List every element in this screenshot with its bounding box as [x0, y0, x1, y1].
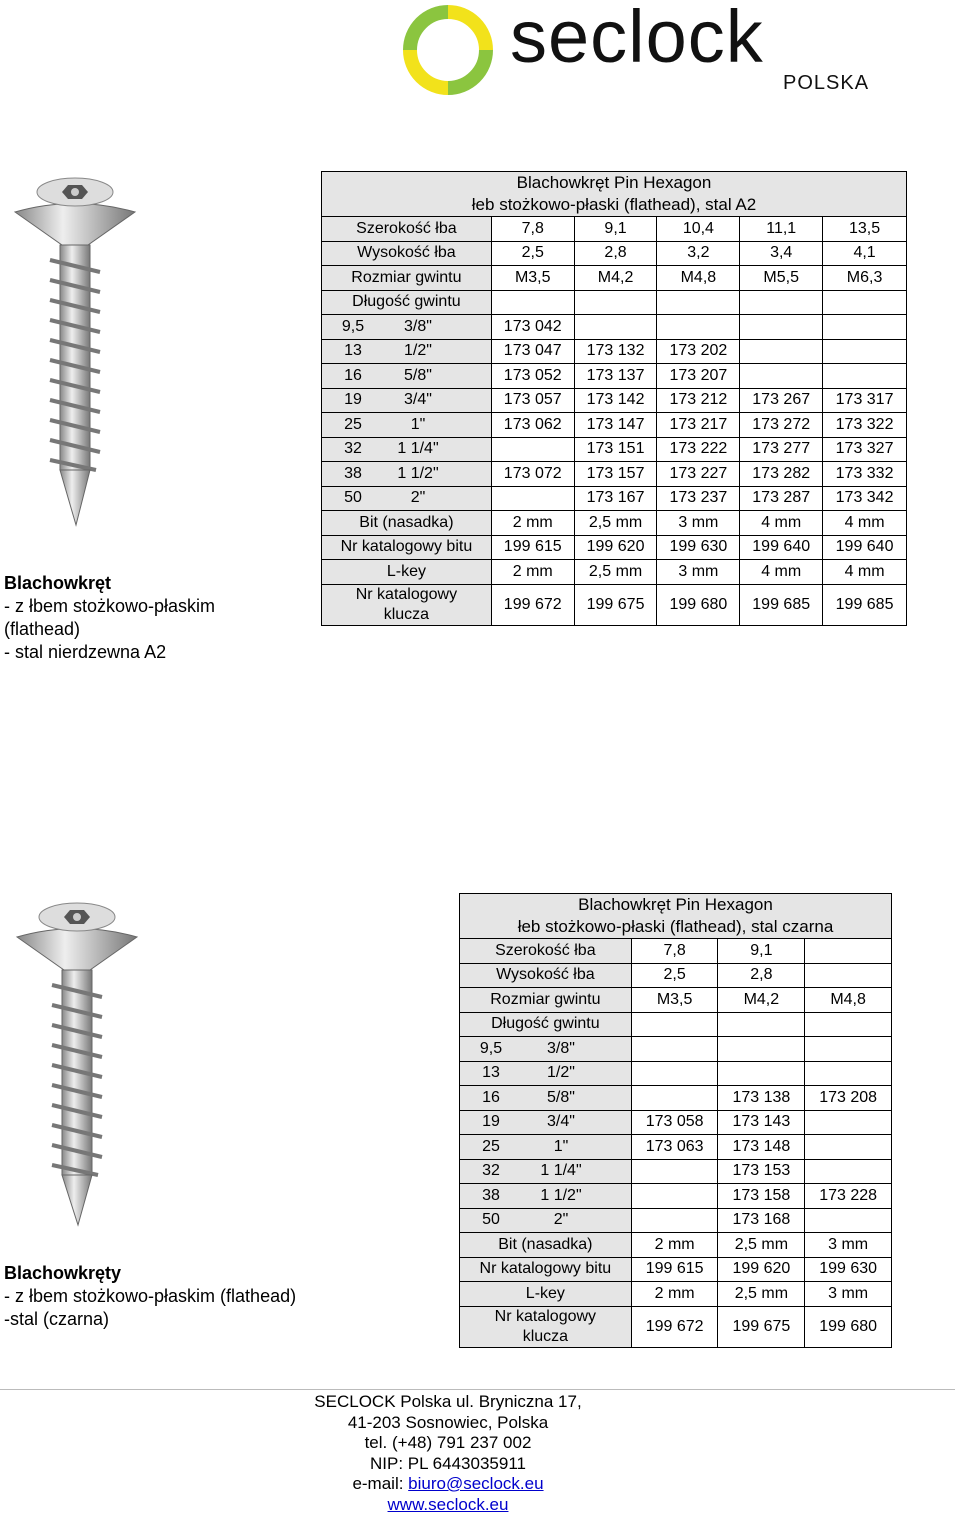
table-cell: 173 072 — [491, 462, 574, 487]
length-mm: 16 — [460, 1089, 522, 1107]
table-cell — [631, 1037, 718, 1062]
footer-city: 41-203 Sosnowiec, Polska — [300, 1413, 596, 1434]
table-cell: 173 317 — [823, 388, 907, 413]
row-label: L-key — [460, 1282, 632, 1307]
row-label: Rozmiar gwintu — [322, 266, 492, 291]
table-cell: 173 138 — [718, 1086, 805, 1111]
table-cell: 199 615 — [491, 535, 574, 560]
table-cell — [718, 1061, 805, 1086]
row-label: Długość gwintu — [460, 1012, 632, 1037]
table-cell — [574, 290, 657, 315]
table-row — [322, 364, 907, 389]
row-label: Nr katalogowy klucza — [322, 584, 492, 625]
table-cell: 3 mm — [657, 560, 740, 585]
footer-divider — [0, 1389, 955, 1390]
table-row — [322, 560, 907, 585]
length-label — [460, 1061, 632, 1086]
table-row — [460, 1257, 892, 1282]
table-cell — [805, 1037, 892, 1062]
table-cell: 199 685 — [740, 584, 823, 625]
length-mm: 32 — [322, 440, 384, 458]
table-row — [460, 963, 892, 988]
table-cell: M4,8 — [657, 266, 740, 291]
logo-mark-icon — [398, 0, 498, 100]
length-inch: 1 1/4" — [384, 440, 452, 458]
footer-email-row — [300, 1474, 596, 1495]
table-cell — [823, 364, 907, 389]
table-cell: 173 277 — [740, 437, 823, 462]
length-mm: 50 — [322, 489, 384, 507]
table-cell: 173 228 — [805, 1184, 892, 1209]
table-cell — [574, 315, 657, 340]
table-cell: 199 672 — [491, 584, 574, 625]
table-cell: 4 mm — [740, 511, 823, 536]
section2-side-title: Blachowkręty — [4, 1262, 296, 1285]
table-cell: 173 272 — [740, 413, 823, 438]
table-cell: 173 062 — [491, 413, 574, 438]
table-cell: 199 640 — [823, 535, 907, 560]
table-cell: 173 143 — [718, 1110, 805, 1135]
table-cell: 4 mm — [823, 560, 907, 585]
length-mm: 19 — [322, 391, 384, 409]
table-row — [322, 217, 907, 242]
table-row — [322, 241, 907, 266]
seclock-logo — [398, 0, 868, 100]
table-cell: 9,1 — [574, 217, 657, 242]
row-label: Długość gwintu — [322, 290, 492, 315]
table-cell — [823, 315, 907, 340]
length-label — [322, 315, 492, 340]
length-inch: 2" — [522, 1211, 600, 1229]
table-row — [460, 1282, 892, 1307]
table-cell: 3 mm — [657, 511, 740, 536]
table-cell: 199 620 — [574, 535, 657, 560]
table-cell — [740, 364, 823, 389]
table-cell — [805, 1061, 892, 1086]
table-cell — [805, 1012, 892, 1037]
table-cell: 173 157 — [574, 462, 657, 487]
table-cell — [805, 1110, 892, 1135]
table-row — [322, 584, 907, 625]
length-label — [322, 339, 492, 364]
table-row — [460, 1037, 892, 1062]
table-cell: 199 675 — [574, 584, 657, 625]
table-row — [460, 1135, 892, 1160]
table-cell: 173 287 — [740, 486, 823, 511]
table-cell: 9,1 — [718, 939, 805, 964]
table-row — [322, 413, 907, 438]
row-label: Nr katalogowy bitu — [322, 535, 492, 560]
table-cell: 199 672 — [631, 1306, 718, 1347]
table-cell: 173 332 — [823, 462, 907, 487]
table-cell: 4,1 — [823, 241, 907, 266]
table-cell: 2 mm — [491, 511, 574, 536]
length-inch: 1 1/4" — [522, 1162, 600, 1180]
table-cell: 173 202 — [657, 339, 740, 364]
table-cell — [491, 290, 574, 315]
table-cell: 199 680 — [657, 584, 740, 625]
table-cell — [805, 1208, 892, 1233]
table-row — [322, 437, 907, 462]
table-cell — [631, 1159, 718, 1184]
section1-side-text — [4, 572, 215, 664]
length-label — [460, 1086, 632, 1111]
table-cell: 199 675 — [718, 1306, 805, 1347]
table-cell — [718, 1037, 805, 1062]
length-inch: 1/2" — [384, 342, 452, 360]
length-mm: 9,5 — [460, 1040, 522, 1058]
table-cell: 7,8 — [491, 217, 574, 242]
footer-email-label: e-mail: — [352, 1474, 408, 1493]
table-title-line1: Blachowkręt Pin Hexagon — [460, 894, 891, 916]
table-cell — [657, 290, 740, 315]
length-inch: 5/8" — [384, 367, 452, 385]
table-cell — [823, 290, 907, 315]
footer-address: SECLOCK Polska ul. Bryniczna 17, — [300, 1392, 596, 1413]
table-cell: 173 137 — [574, 364, 657, 389]
spec-table-black — [459, 893, 892, 1348]
table-cell: 3,4 — [740, 241, 823, 266]
table-cell: 173 151 — [574, 437, 657, 462]
table-cell: M4,2 — [718, 988, 805, 1013]
table-cell — [805, 1159, 892, 1184]
length-label — [322, 413, 492, 438]
table-title — [460, 894, 892, 939]
table-cell: 173 212 — [657, 388, 740, 413]
table-cell: 10,4 — [657, 217, 740, 242]
table-row — [322, 388, 907, 413]
table-row — [460, 988, 892, 1013]
table-cell: 2 mm — [491, 560, 574, 585]
screw-a2-icon — [10, 170, 140, 540]
table-row — [322, 535, 907, 560]
footer-email-link[interactable]: biuro@seclock.eu — [408, 1474, 543, 1493]
table-row — [460, 1012, 892, 1037]
length-inch: 3/4" — [522, 1113, 600, 1131]
row-label: L-key — [322, 560, 492, 585]
table-row — [460, 1233, 892, 1258]
table-cell — [631, 1208, 718, 1233]
table-cell: 173 208 — [805, 1086, 892, 1111]
row-label: Bit (nasadka) — [322, 511, 492, 536]
footer-phone: tel. (+48) 791 237 002 — [300, 1433, 596, 1454]
table-cell: 2,5 — [491, 241, 574, 266]
table-cell: 173 132 — [574, 339, 657, 364]
table-cell: 199 615 — [631, 1257, 718, 1282]
footer — [300, 1392, 596, 1515]
section2-side-line: - z łbem stożkowo-płaskim (flathead) — [4, 1285, 296, 1308]
table-title-line2: łeb stożkowo-płaski (flathead), stal A2 — [322, 194, 906, 216]
table-cell: 173 153 — [718, 1159, 805, 1184]
table-cell: M4,2 — [574, 266, 657, 291]
table-row — [322, 315, 907, 340]
length-mm: 13 — [460, 1064, 522, 1082]
table-cell: 11,1 — [740, 217, 823, 242]
table-cell: 199 620 — [718, 1257, 805, 1282]
length-label — [460, 1110, 632, 1135]
table-cell: 13,5 — [823, 217, 907, 242]
length-inch: 3/8" — [522, 1040, 600, 1058]
table-cell: 173 222 — [657, 437, 740, 462]
table-cell: 2,8 — [718, 963, 805, 988]
screw-black-icon — [12, 895, 142, 1235]
table-row — [322, 339, 907, 364]
row-label: Szerokość łba — [322, 217, 492, 242]
table-cell: M4,8 — [805, 988, 892, 1013]
length-label — [322, 388, 492, 413]
table-cell: 2,5 — [631, 963, 718, 988]
table-cell: 173 057 — [491, 388, 574, 413]
table-cell: 3 mm — [805, 1233, 892, 1258]
row-label: Nr katalogowy bitu — [460, 1257, 632, 1282]
length-label — [460, 1184, 632, 1209]
section1-side-line: (flathead) — [4, 618, 215, 641]
table-cell: 173 063 — [631, 1135, 718, 1160]
footer-nip: NIP: PL 6443035911 — [300, 1454, 596, 1475]
table-cell — [740, 339, 823, 364]
table-cell: 173 322 — [823, 413, 907, 438]
table-cell — [657, 315, 740, 340]
table-cell: 2,5 mm — [718, 1282, 805, 1307]
table-cell — [491, 437, 574, 462]
table-cell: 173 342 — [823, 486, 907, 511]
length-label — [460, 1135, 632, 1160]
table-cell: 173 207 — [657, 364, 740, 389]
table-cell: 173 327 — [823, 437, 907, 462]
length-mm: 13 — [322, 342, 384, 360]
table-cell: M3,5 — [491, 266, 574, 291]
table-cell: 173 052 — [491, 364, 574, 389]
length-mm: 25 — [322, 416, 384, 434]
length-mm: 50 — [460, 1211, 522, 1229]
table-cell — [740, 290, 823, 315]
table-cell: 199 640 — [740, 535, 823, 560]
table-cell: 2 mm — [631, 1233, 718, 1258]
table-row — [460, 1184, 892, 1209]
table-cell — [823, 339, 907, 364]
length-label — [460, 1208, 632, 1233]
table-cell: 3 mm — [805, 1282, 892, 1307]
row-label: Bit (nasadka) — [460, 1233, 632, 1258]
table-row — [460, 1086, 892, 1111]
table-cell: 173 282 — [740, 462, 823, 487]
row-label: Rozmiar gwintu — [460, 988, 632, 1013]
length-label — [460, 1159, 632, 1184]
row-label: Wysokość łba — [322, 241, 492, 266]
table-cell — [631, 1184, 718, 1209]
table-cell: 199 685 — [823, 584, 907, 625]
length-inch: 3/8" — [384, 318, 452, 336]
footer-www-row — [300, 1495, 596, 1515]
table-cell — [491, 486, 574, 511]
brand-sub: POLSKA — [783, 72, 869, 95]
table-cell: 199 680 — [805, 1306, 892, 1347]
section2-side-text — [4, 1262, 296, 1331]
table-cell: 173 167 — [574, 486, 657, 511]
length-mm: 16 — [322, 367, 384, 385]
length-inch: 2" — [384, 489, 452, 507]
spec-table-a2 — [321, 171, 907, 626]
table-cell: 173 047 — [491, 339, 574, 364]
length-mm: 32 — [460, 1162, 522, 1180]
table-row — [322, 511, 907, 536]
table-row — [322, 462, 907, 487]
row-label: Szerokość łba — [460, 939, 632, 964]
length-inch: 1" — [384, 416, 452, 434]
section1-side-line: - z łbem stożkowo-płaskim — [4, 595, 215, 618]
table-cell — [631, 1061, 718, 1086]
table-cell: 173 158 — [718, 1184, 805, 1209]
length-inch: 1 1/2" — [522, 1187, 600, 1205]
table-cell: 173 217 — [657, 413, 740, 438]
table-cell: 199 630 — [657, 535, 740, 560]
length-inch: 3/4" — [384, 391, 452, 409]
table-cell: 173 168 — [718, 1208, 805, 1233]
table-row — [322, 266, 907, 291]
table-cell: 173 227 — [657, 462, 740, 487]
section1-side-title: Blachowkręt — [4, 572, 215, 595]
table-title — [322, 172, 907, 217]
length-label — [322, 364, 492, 389]
length-inch: 1/2" — [522, 1064, 600, 1082]
table-row — [460, 1061, 892, 1086]
table-cell: 173 148 — [718, 1135, 805, 1160]
table-row — [322, 290, 907, 315]
table-cell: 173 058 — [631, 1110, 718, 1135]
table-row — [322, 486, 907, 511]
length-label — [460, 1037, 632, 1062]
table-cell: 2,5 mm — [574, 560, 657, 585]
table-row — [460, 1306, 892, 1347]
table-cell — [718, 1012, 805, 1037]
table-cell: 173 142 — [574, 388, 657, 413]
length-mm: 9,5 — [322, 318, 384, 336]
length-mm: 38 — [460, 1187, 522, 1205]
section2-side-line: -stal (czarna) — [4, 1308, 296, 1331]
table-cell: 173 147 — [574, 413, 657, 438]
table-cell: M3,5 — [631, 988, 718, 1013]
table-cell: 2 mm — [631, 1282, 718, 1307]
length-mm: 25 — [460, 1138, 522, 1156]
length-inch: 1 1/2" — [384, 465, 452, 483]
table-cell: 2,5 mm — [574, 511, 657, 536]
length-mm: 19 — [460, 1113, 522, 1131]
table-row — [460, 1159, 892, 1184]
table-row — [460, 1110, 892, 1135]
table-cell: 2,8 — [574, 241, 657, 266]
row-label: Wysokość łba — [460, 963, 632, 988]
table-cell — [805, 1135, 892, 1160]
table-cell: 7,8 — [631, 939, 718, 964]
table-cell: 173 042 — [491, 315, 574, 340]
table-title-line2: łeb stożkowo-płaski (flathead), stal czarna — [460, 916, 891, 938]
table-cell: 2,5 mm — [718, 1233, 805, 1258]
table-row — [460, 1208, 892, 1233]
table-title-line1: Blachowkręt Pin Hexagon — [322, 172, 906, 194]
table-cell — [805, 939, 892, 964]
table-cell — [631, 1086, 718, 1111]
table-row — [460, 939, 892, 964]
length-label — [322, 462, 492, 487]
length-inch: 5/8" — [522, 1089, 600, 1107]
table-cell: 173 237 — [657, 486, 740, 511]
table-cell: 4 mm — [823, 511, 907, 536]
length-inch: 1" — [522, 1138, 600, 1156]
table-cell: 4 mm — [740, 560, 823, 585]
table-cell: M6,3 — [823, 266, 907, 291]
length-mm: 38 — [322, 465, 384, 483]
table-cell: M5,5 — [740, 266, 823, 291]
length-label — [322, 437, 492, 462]
table-cell: 173 267 — [740, 388, 823, 413]
table-cell: 3,2 — [657, 241, 740, 266]
table-cell — [740, 315, 823, 340]
table-cell — [631, 1012, 718, 1037]
row-label: Nr katalogowy klucza — [460, 1306, 632, 1347]
table-cell — [805, 963, 892, 988]
footer-www-link[interactable]: www.seclock.eu — [388, 1495, 509, 1514]
section1-side-line: - stal nierdzewna A2 — [4, 641, 215, 664]
length-label — [322, 486, 492, 511]
brand-name: seclock — [510, 0, 764, 79]
table-cell: 199 630 — [805, 1257, 892, 1282]
